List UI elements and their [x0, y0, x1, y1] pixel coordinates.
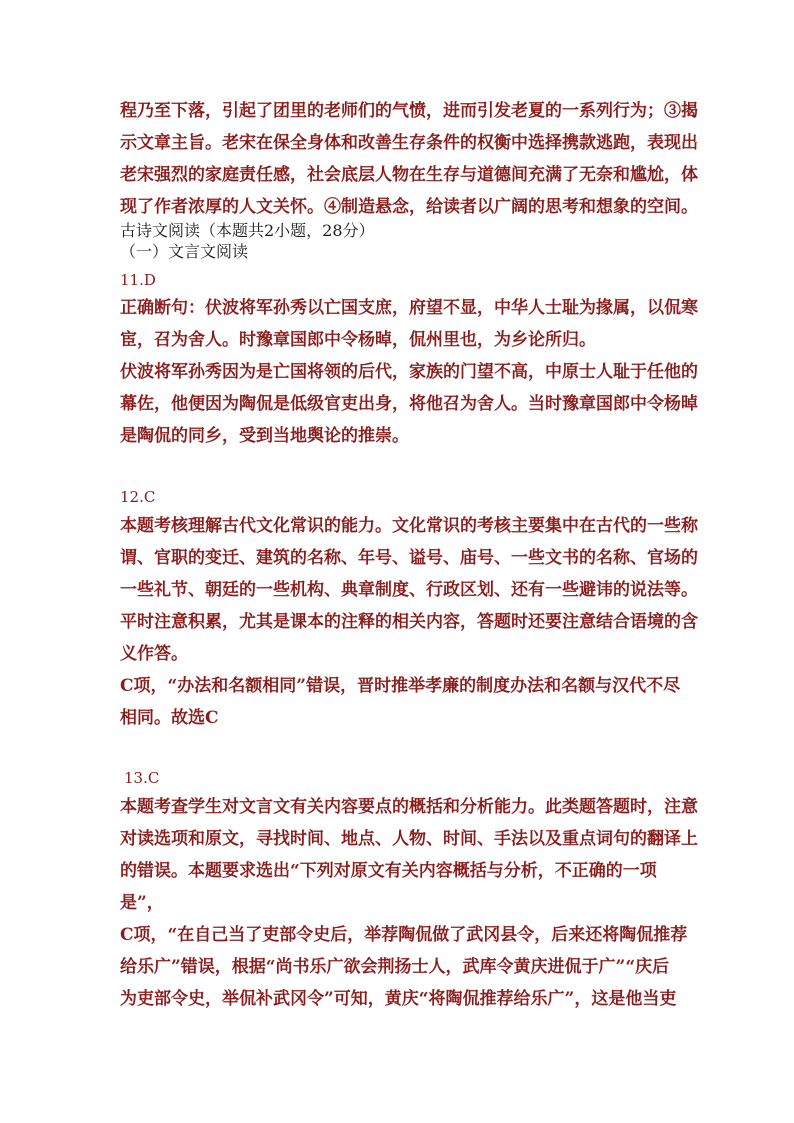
subsection-title: （一）文言文阅读: [120, 242, 249, 261]
answer-line: 为吏部令史，举侃补武冈令”可知，黄庆“将陶侃推荐给乐广”，这是他当吏: [120, 989, 677, 1009]
answer-line: 本题考核理解古代文化常识的能力。文化常识的考核主要集中在古代的一些称: [120, 516, 698, 536]
section-title: 古诗文阅读（本题共2小题，28分）: [120, 221, 375, 240]
answer-line: 谓、官职的变迁、建筑的名称、年号、谥号、庙号、一些文书的名称、官场的: [120, 548, 698, 568]
answer-line: 幕佐，他便因为陶侃是低级官吏出身，将他召为舍人。当时豫章国郎中令杨晫: [120, 394, 698, 414]
answer-line: 宦，召为舍人。时豫章国郎中令杨晫，侃州里也，为乡论所归。: [120, 330, 596, 350]
question-number: 11.D: [120, 271, 156, 289]
question-number: 13.C: [124, 769, 160, 787]
answer-line: 是”，: [120, 893, 164, 913]
paragraph-line: 示文章主旨。老宋在保全身体和改善生存条件的权衡中选择携款逃跑，表现出: [120, 133, 698, 153]
answer-line: 的错误。本题要求选出“下列对原文有关内容概括与分析，不正确的一项: [120, 861, 657, 881]
paragraph-line: 程乃至下落，引起了团里的老师们的气愤，进而引发老夏的一系列行为；③揭: [120, 101, 698, 121]
answer-line: 正确断句：伏波将军孙秀以亡国支庶，府望不显，中华人士耻为掾属，以侃寒: [120, 298, 698, 318]
answer-line: 一些礼节、朝廷的一些机构、典章制度、行政区划、还有一些避讳的说法等。: [120, 580, 698, 600]
answer-line: 本题考查学生对文言文有关内容要点的概括和分析能力。此类题答题时，注意: [120, 797, 698, 817]
question-number: 12.C: [120, 488, 156, 506]
answer-line: 对读选项和原文，寻找时间、地点、人物、时间、手法以及重点词句的翻译上: [120, 829, 698, 849]
answer-line: C项，“在自己当了吏部令史后，举荐陶侃做了武冈县令，后来还将陶侃推荐: [120, 925, 688, 945]
answer-line: 相同。故选C: [120, 708, 219, 728]
paragraph-line: 老宋强烈的家庭责任感，社会底层人物在生存与道德间充满了无奈和尴尬，体: [120, 165, 698, 185]
answer-line: 给乐广”错误，根据“尚书乐广欲会荆扬士人，武库令黄庆进侃于广”“庆后: [120, 957, 670, 977]
answer-line: 是陶侃的同乡，受到当地舆论的推崇。: [120, 426, 409, 446]
answer-line: 义作答。: [120, 644, 188, 664]
answer-line: 平时注意积累，尤其是课本的注释的相关内容，答题时还要注意结合语境的含: [120, 612, 698, 632]
answer-line: 伏波将军孙秀因为是亡国将领的后代，家族的门望不高，中原士人耻于任他的: [120, 362, 698, 382]
answer-line: C项，“办法和名额相同”错误，晋时推举孝廉的制度办法和名额与汉代不尽: [120, 676, 681, 696]
paragraph-line: 现了作者浓厚的人文关怀。④制造悬念，给读者以广阔的思考和想象的空间。: [120, 197, 698, 217]
